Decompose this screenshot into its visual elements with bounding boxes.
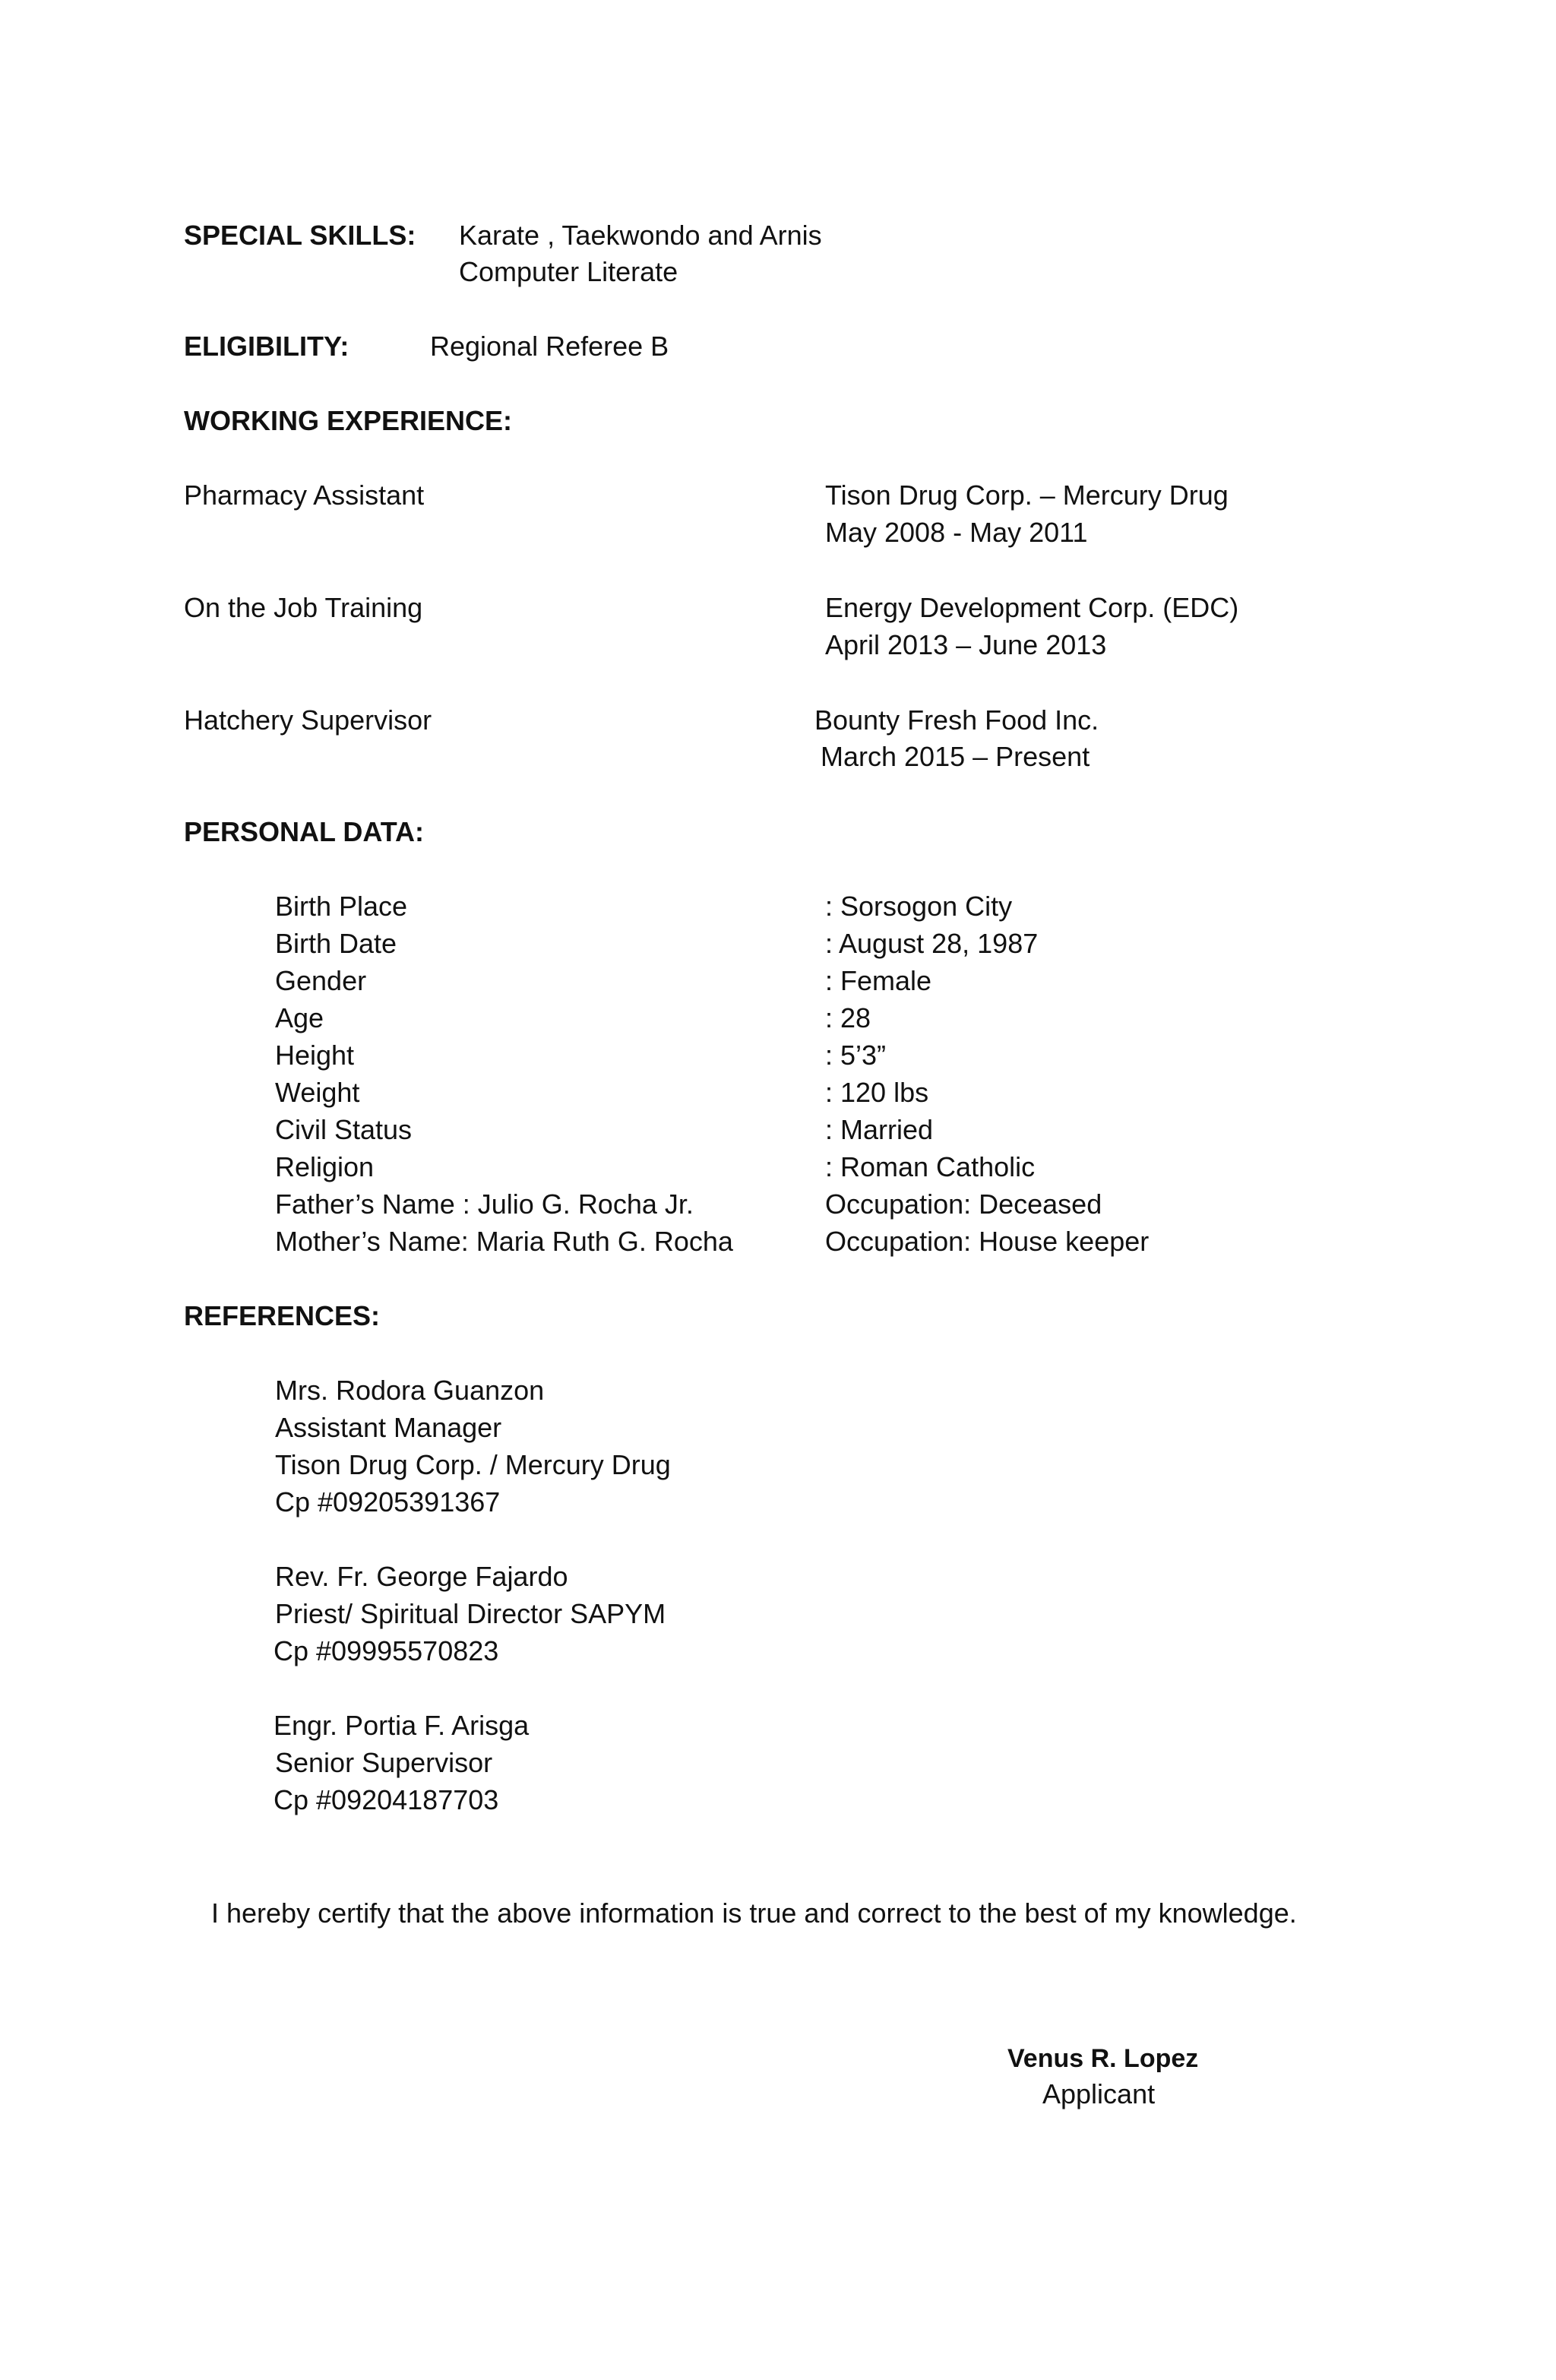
personal-data-label: Height: [275, 1040, 355, 1071]
personal-data-label: Weight: [275, 1077, 360, 1108]
eligibility-heading: ELIGIBILITY:: [184, 331, 349, 362]
reference-name: Rev. Fr. George Fajardo: [275, 1561, 568, 1592]
personal-data-label: Father’s Name : Julio G. Rocha Jr.: [275, 1188, 694, 1220]
reference-phone: Cp #09204187703: [274, 1784, 499, 1815]
personal-data-label: Birth Date: [275, 928, 397, 959]
experience-period: March 2015 – Present: [821, 741, 1090, 772]
personal-data-label: Birth Place: [275, 891, 408, 922]
personal-data-label: Age: [275, 1002, 324, 1033]
personal-data-value: Occupation: Deceased: [825, 1188, 1102, 1220]
personal-data-heading: PERSONAL DATA:: [184, 816, 425, 847]
certification-statement: I hereby certify that the above information is true and correct to the best of my knowledge.: [211, 1897, 1297, 1929]
reference-name: Engr. Portia F. Arisga: [274, 1710, 530, 1741]
personal-data-label: Gender: [275, 965, 367, 996]
experience-company: Energy Development Corp. (EDC): [825, 592, 1239, 623]
eligibility-value: Regional Referee B: [430, 331, 669, 362]
personal-data-value: : Roman Catholic: [825, 1151, 1036, 1182]
personal-data-value: : Sorsogon City: [825, 891, 1013, 922]
reference-title: Priest/ Spiritual Director SAPYM: [275, 1598, 666, 1629]
working-experience-heading: WORKING EXPERIENCE:: [184, 405, 513, 436]
personal-data-value: : Female: [825, 965, 932, 996]
personal-data-value: : Married: [825, 1114, 934, 1145]
personal-data-label: Mother’s Name: Maria Ruth G. Rocha: [275, 1226, 733, 1257]
experience-position: Hatchery Supervisor: [184, 704, 432, 736]
personal-data-value: : 5’3”: [825, 1040, 887, 1071]
personal-data-value: : August 28, 1987: [825, 928, 1039, 959]
experience-company: Tison Drug Corp. – Mercury Drug: [825, 479, 1229, 511]
experience-position: Pharmacy Assistant: [184, 479, 425, 511]
reference-org: Tison Drug Corp. / Mercury Drug: [275, 1449, 671, 1480]
reference-title: Assistant Manager: [275, 1412, 502, 1443]
reference-phone: Cp #09995570823: [274, 1635, 499, 1666]
personal-data-value: : 120 lbs: [825, 1077, 929, 1108]
applicant-name: Venus R. Lopez: [1007, 2044, 1199, 2073]
references-heading: REFERENCES:: [184, 1300, 381, 1331]
reference-title: Senior Supervisor: [275, 1747, 493, 1778]
special-skill-line: Karate , Taekwondo and Arnis: [459, 220, 822, 251]
reference-name: Mrs. Rodora Guanzon: [275, 1375, 545, 1406]
experience-period: May 2008 - May 2011: [825, 517, 1088, 548]
experience-period: April 2013 – June 2013: [825, 629, 1107, 660]
personal-data-value: : 28: [825, 1002, 871, 1033]
special-skills-heading: SPECIAL SKILLS:: [184, 220, 416, 251]
personal-data-label: Religion: [275, 1151, 375, 1182]
applicant-role: Applicant: [1042, 2078, 1156, 2109]
personal-data-value: Occupation: House keeper: [825, 1226, 1150, 1257]
reference-phone: Cp #09205391367: [275, 1486, 501, 1518]
personal-data-label: Civil Status: [275, 1114, 413, 1145]
experience-position: On the Job Training: [184, 592, 423, 623]
experience-company: Bounty Fresh Food Inc.: [814, 704, 1099, 736]
special-skill-line: Computer Literate: [459, 256, 678, 287]
